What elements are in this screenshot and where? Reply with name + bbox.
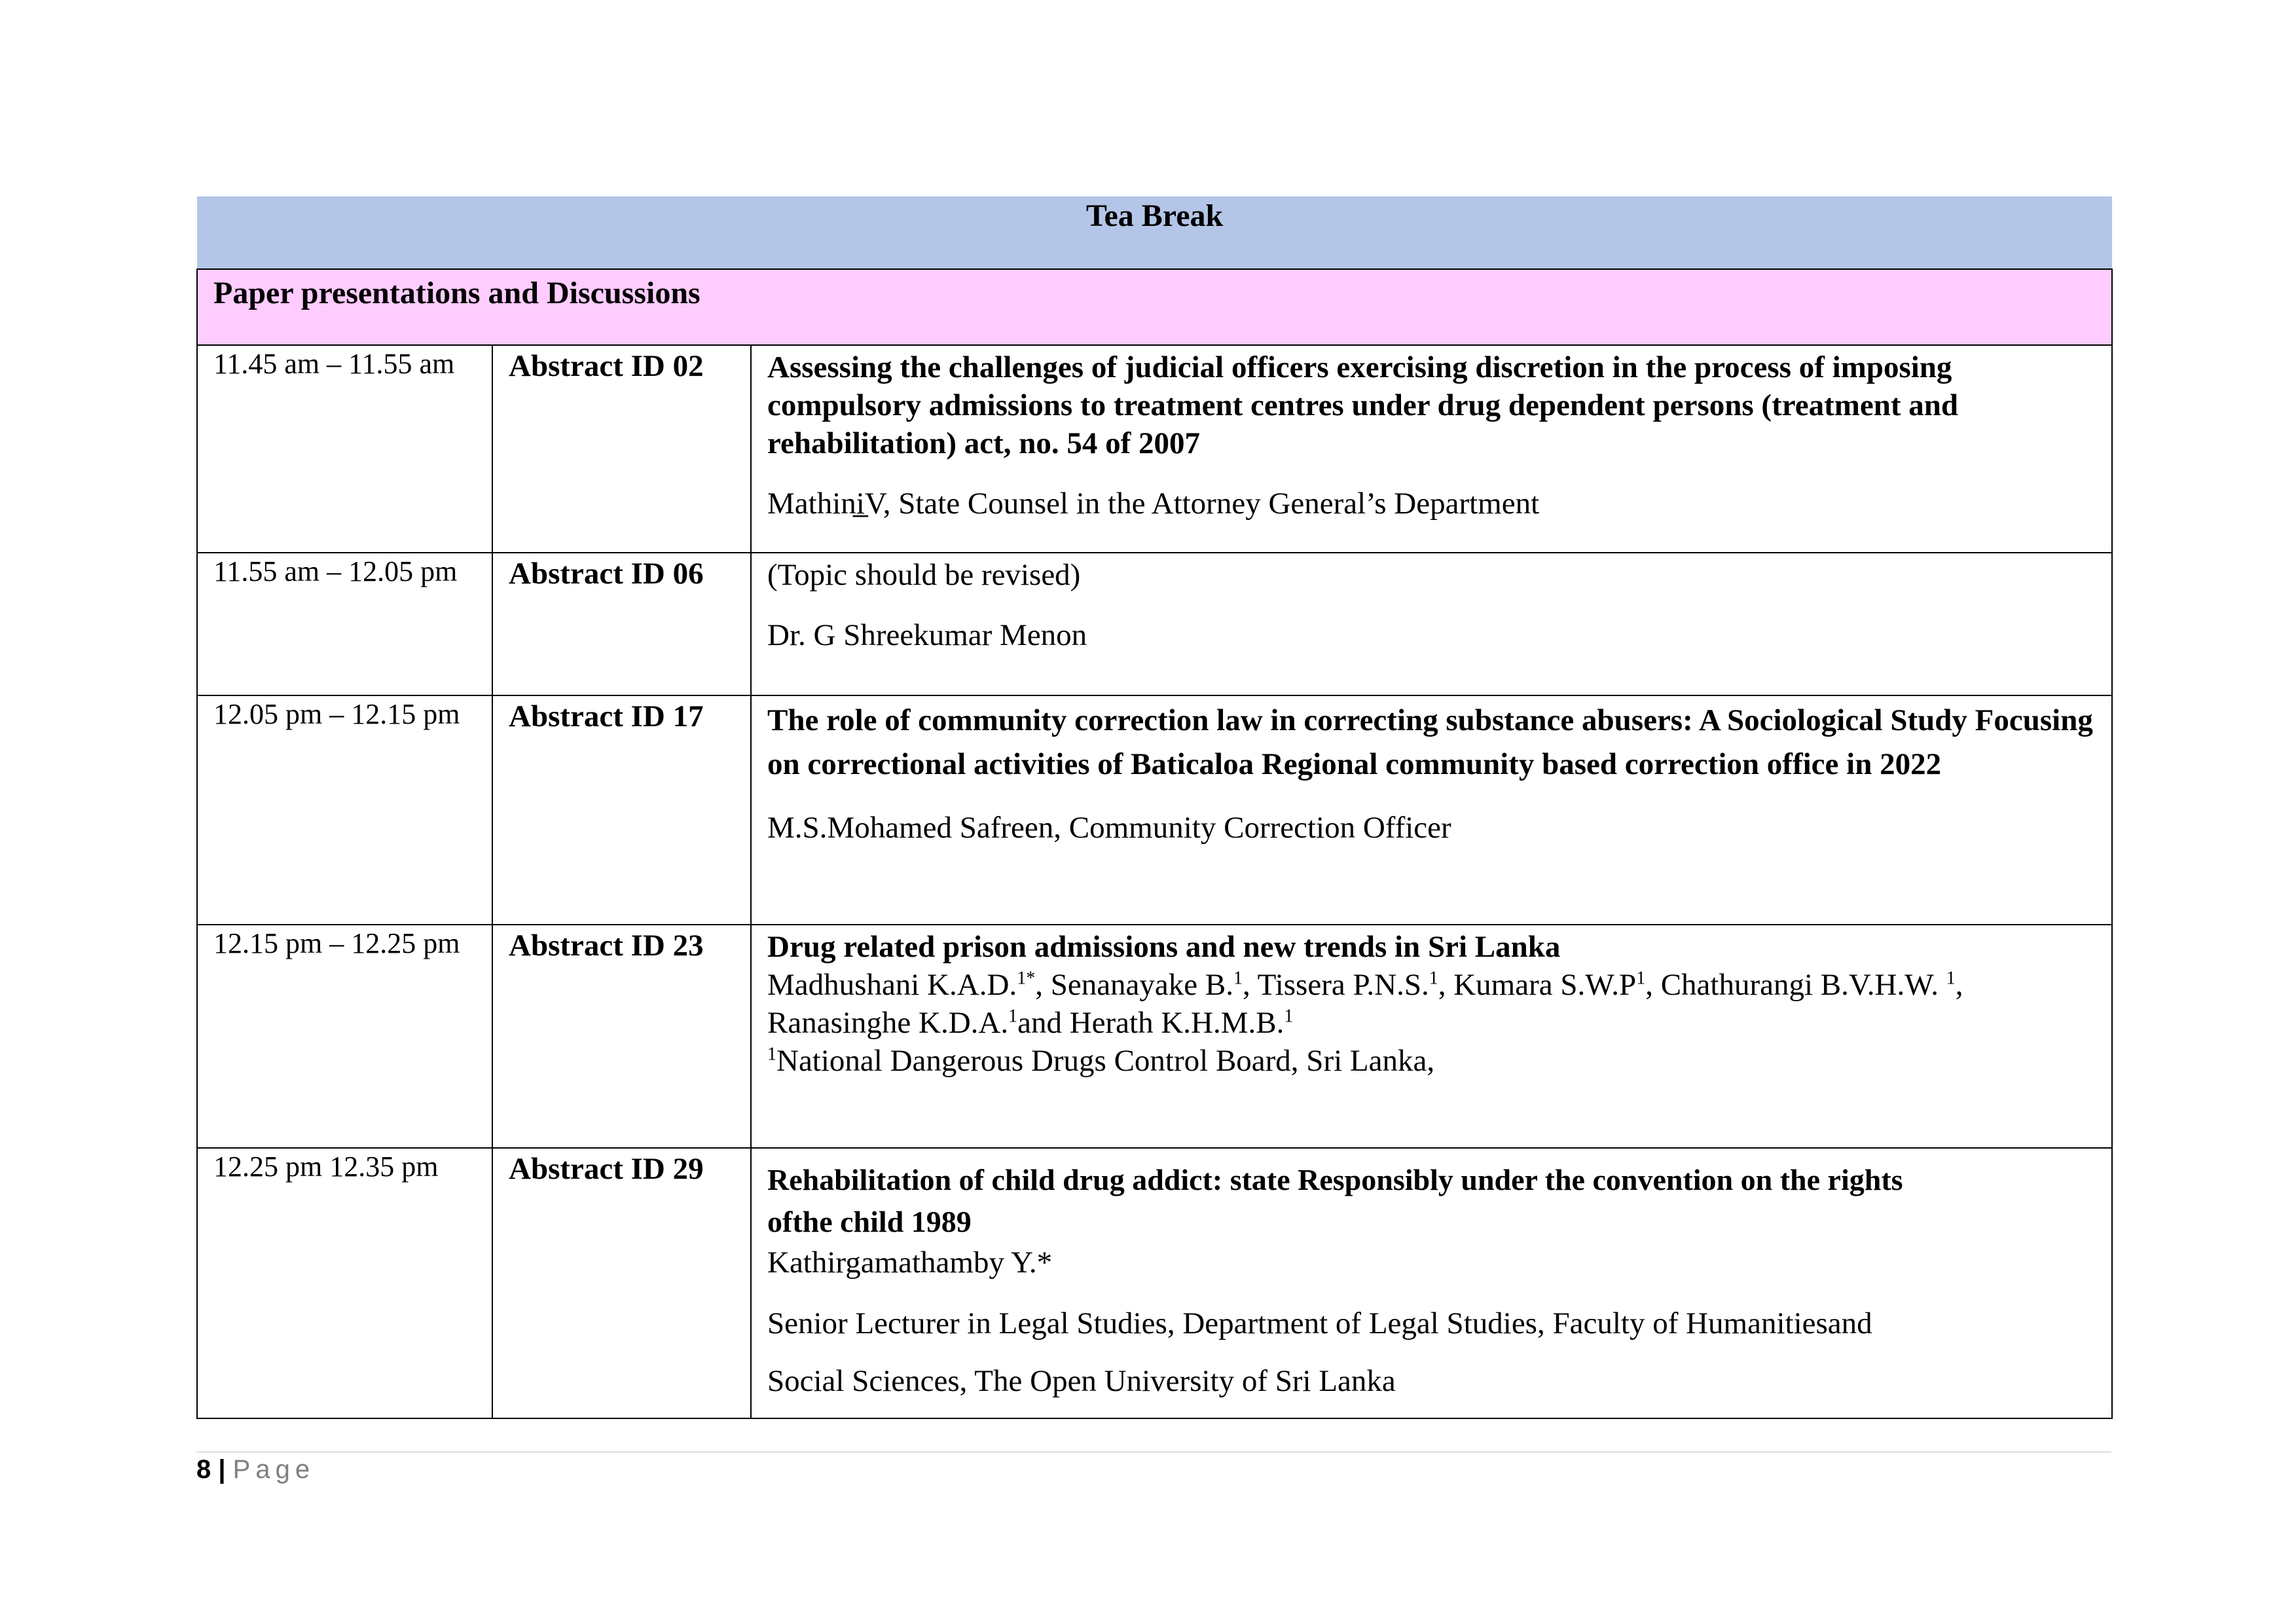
- affiliation-text: National Dangerous Drugs Control Board, Sri Lanka,: [776, 1044, 1435, 1078]
- table-row: [197, 1148, 2112, 1418]
- presentation-title: Rehabilitation of child drug addict: state Responsibly under the convention on the rights: [767, 1163, 1903, 1196]
- presentation-cell: [751, 925, 2112, 1148]
- presentation-title: The role of community correction law in correcting substance abusers: A Sociological Study Focusing on correctional activities of Baticaloa Regional community based correction office in 2022: [767, 703, 2093, 781]
- abstract-id: Abstract ID 23: [492, 925, 751, 1148]
- author-separator: ,: [1438, 968, 1454, 1002]
- author-name: Tissera P.N.S.: [1257, 968, 1429, 1002]
- footer-separator: |: [211, 1455, 233, 1484]
- time-slot: 12.15 pm – 12.25 pm: [197, 925, 492, 1148]
- tea-break-row: [197, 196, 2112, 269]
- programme-table: [196, 196, 2113, 1419]
- author-separator: ,: [1955, 968, 1963, 1002]
- page-footer: [196, 1455, 315, 1485]
- table-row: [197, 695, 2112, 925]
- presentation-cell: [751, 695, 2112, 925]
- section-heading-row: [197, 269, 2112, 345]
- presentation-cell: [751, 345, 2112, 553]
- table-row: [197, 345, 2112, 553]
- section-heading: Paper presentations and Discussions: [197, 269, 2112, 345]
- author-name: and Herath K.H.M.B.: [1017, 1006, 1285, 1040]
- author-separator: ,: [1035, 968, 1051, 1002]
- time-slot: 12.25 pm 12.35 pm: [197, 1148, 492, 1418]
- abstract-id: Abstract ID 17: [492, 695, 751, 925]
- page-label: Page: [232, 1455, 316, 1484]
- affiliation-continued: Social Sciences, The Open University of Sri Lanka: [767, 1364, 1396, 1398]
- affiliation-mark: 1: [767, 1044, 776, 1065]
- presentation-cell: [751, 1148, 2112, 1418]
- page-number: 8: [196, 1455, 211, 1484]
- affiliation: Senior Lecturer in Legal Studies, Department of Legal Studies, Faculty of Humanitiesand: [767, 1306, 1872, 1340]
- presentation-title: Drug related prison admissions and new trends in Sri Lanka: [767, 930, 1561, 964]
- author-affiliation-mark: 1: [1284, 1006, 1294, 1027]
- table-row: [197, 553, 2112, 695]
- author-affiliation-mark: 1: [1429, 968, 1438, 989]
- presentation-title: (Topic should be revised): [767, 558, 1081, 592]
- author-name: Kumara S.W.P: [1453, 968, 1637, 1002]
- presenter: M.S.Mohamed Safreen, Community Correction Officer: [767, 811, 1451, 845]
- presentation-cell: [751, 553, 2112, 695]
- presenter: Dr. G Shreekumar Menon: [767, 618, 1087, 652]
- abstract-id: Abstract ID 29: [492, 1148, 751, 1418]
- author-affiliation-mark: 1*: [1017, 968, 1036, 989]
- author-name: Ranasinghe K.D.A.: [767, 1006, 1009, 1040]
- abstract-id: Abstract ID 02: [492, 345, 751, 553]
- presentation-title: Assessing the challenges of judicial officers exercising discretion in the process of imposing compulsory admissions to treatment centres under drug dependent persons (treatment and rehabilitation) act, no. 54 of 2007: [767, 350, 1959, 460]
- presenter: Kathirgamathamby Y.*: [767, 1246, 1053, 1280]
- author-affiliation-mark: 1: [1008, 1006, 1018, 1027]
- author-affiliation-mark: 1: [1233, 968, 1243, 989]
- author-separator: ,: [1242, 968, 1258, 1002]
- author-list-continued: [767, 1004, 2096, 1042]
- author-affiliation-mark: 1: [1946, 968, 1956, 989]
- author-name: Madhushani K.A.D.: [767, 968, 1017, 1002]
- footer-rule: [196, 1451, 2111, 1453]
- time-slot: 11.45 am – 11.55 am: [197, 345, 492, 553]
- tea-break-label: Tea Break: [197, 196, 2112, 269]
- time-slot: 11.55 am – 12.05 pm: [197, 553, 492, 695]
- affiliation: [767, 1042, 2096, 1080]
- author-name: Chathurangi B.V.H.W.: [1660, 968, 1946, 1002]
- author-name: Senanayake B.: [1050, 968, 1233, 1002]
- abstract-id: Abstract ID 06: [492, 553, 751, 695]
- author-separator: ,: [1645, 968, 1661, 1002]
- time-slot: 12.05 pm – 12.15 pm: [197, 695, 492, 925]
- author-list: [767, 966, 2096, 1004]
- author-affiliation-mark: 1: [1636, 968, 1646, 989]
- table-row: [197, 925, 2112, 1148]
- presentation-title-continued: ofthe child 1989: [767, 1205, 972, 1238]
- presenter: Mathini̲V, State Counsel in the Attorney General’s Department: [767, 487, 1540, 521]
